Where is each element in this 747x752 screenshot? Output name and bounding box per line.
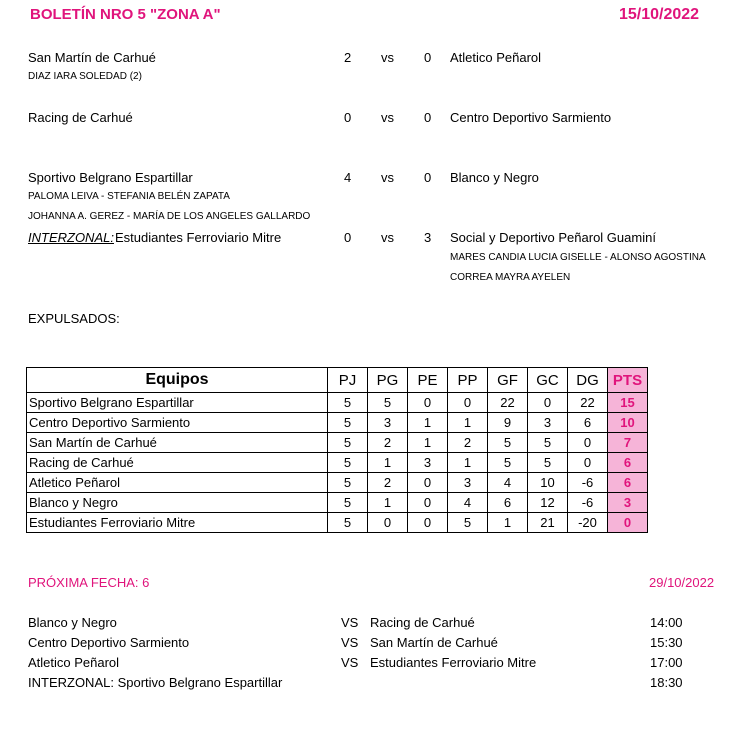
cell-pp: 3: [448, 473, 488, 493]
home-score: 0: [344, 110, 352, 125]
cell-gc: 5: [528, 433, 568, 453]
table-row: [27, 453, 648, 473]
col-header-pp: PP: [448, 368, 488, 393]
cell-pg: 5: [368, 393, 408, 413]
away-score: 0: [424, 50, 432, 65]
home-score: 2: [344, 50, 352, 65]
team-name: Atletico Peñarol: [27, 473, 328, 493]
cell-gf: 9: [488, 413, 528, 433]
cell-pe: 1: [408, 433, 448, 453]
cell-pe: 0: [408, 513, 448, 533]
home-team: Estudiantes Ferroviario Mitre: [115, 230, 282, 245]
cell-pg: 2: [368, 473, 408, 493]
scorer-line: PALOMA LEIVA - STEFANIA BELÉN ZAPATA: [28, 191, 230, 202]
table-row: [27, 493, 648, 513]
cell-pts: 0: [608, 513, 648, 533]
cell-pg: 1: [368, 493, 408, 513]
vs-label: vs: [381, 110, 394, 125]
team-name: San Martín de Carhué: [27, 433, 328, 453]
cell-pe: 0: [408, 393, 448, 413]
vs-label: vs: [381, 50, 394, 65]
away-score: 0: [424, 110, 432, 125]
home-team: Racing de Carhué: [28, 110, 133, 125]
cell-pj: 5: [328, 513, 368, 533]
cell-gc: 3: [528, 413, 568, 433]
cell-pe: 3: [408, 453, 448, 473]
bulletin-title: BOLETÍN NRO 5 "ZONA A": [30, 6, 221, 23]
away-team: Centro Deportivo Sarmiento: [450, 110, 612, 125]
cell-pj: 5: [328, 453, 368, 473]
cell-dg: -20: [568, 513, 608, 533]
col-header-equipos: Equipos: [27, 368, 328, 393]
scorer-line: MARES CANDIA LUCIA GISELLE - ALONSO AGOSTINA: [450, 252, 706, 263]
cell-gc: 12: [528, 493, 568, 513]
fixture-time: 18:30: [650, 675, 683, 690]
vs-label: vs: [381, 230, 394, 245]
cell-pp: 2: [448, 433, 488, 453]
cell-pj: 5: [328, 473, 368, 493]
cell-dg: 0: [568, 453, 608, 473]
team-name: Centro Deportivo Sarmiento: [27, 413, 328, 433]
cell-pp: 1: [448, 413, 488, 433]
cell-pg: 2: [368, 433, 408, 453]
col-header-gc: GC: [528, 368, 568, 393]
cell-gf: 5: [488, 433, 528, 453]
away-score: 0: [424, 170, 432, 185]
cell-pts: 6: [608, 453, 648, 473]
cell-pe: 0: [408, 473, 448, 493]
col-header-pe: PE: [408, 368, 448, 393]
cell-pts: 15: [608, 393, 648, 413]
table-row: [27, 393, 648, 413]
cell-gc: 0: [528, 393, 568, 413]
scorer-line: CORREA MAYRA AYELEN: [450, 272, 571, 283]
table-row: [27, 413, 648, 433]
cell-gc: 10: [528, 473, 568, 493]
cell-dg: -6: [568, 493, 608, 513]
fixture-home: Centro Deportivo Sarmiento: [28, 635, 190, 650]
vs-label: vs: [381, 170, 394, 185]
cell-gf: 5: [488, 453, 528, 473]
table-row: [27, 473, 648, 493]
home-team: Sportivo Belgrano Espartillar: [28, 170, 193, 185]
cell-gf: 6: [488, 493, 528, 513]
fixture-time: 14:00: [650, 615, 683, 630]
cell-dg: 6: [568, 413, 608, 433]
fixture-away: Estudiantes Ferroviario Mitre: [370, 655, 537, 670]
cell-dg: 0: [568, 433, 608, 453]
away-team: Atletico Peñarol: [450, 50, 542, 65]
interzonal-label: INTERZONAL:: [28, 230, 114, 245]
team-name: Racing de Carhué: [27, 453, 328, 473]
col-header-dg: DG: [568, 368, 608, 393]
fixture-time: 17:00: [650, 655, 683, 670]
fixture-home: Blanco y Negro: [28, 615, 117, 630]
cell-pts: 3: [608, 493, 648, 513]
cell-dg: 22: [568, 393, 608, 413]
expulsados-label: EXPULSADOS:: [28, 311, 120, 326]
table-header-row: [27, 368, 648, 393]
cell-dg: -6: [568, 473, 608, 493]
cell-pg: 1: [368, 453, 408, 473]
cell-pe: 1: [408, 413, 448, 433]
home-score: 0: [344, 230, 352, 245]
scorer-line: JOHANNA A. GEREZ - MARÍA DE LOS ANGELES GALLARDO: [28, 211, 311, 222]
scorer-line: DIAZ IARA SOLEDAD (2): [28, 71, 142, 82]
home-team: San Martín de Carhué: [28, 50, 156, 65]
cell-gf: 22: [488, 393, 528, 413]
away-team: Blanco y Negro: [450, 170, 539, 185]
team-name: Estudiantes Ferroviario Mitre: [27, 513, 328, 533]
cell-gc: 21: [528, 513, 568, 533]
team-name: Sportivo Belgrano Espartillar: [27, 393, 328, 413]
fixture-away: Racing de Carhué: [370, 615, 475, 630]
cell-pts: 7: [608, 433, 648, 453]
cell-pts: 10: [608, 413, 648, 433]
fixture-away: San Martín de Carhué: [370, 635, 498, 650]
col-header-pts: PTS: [608, 368, 648, 393]
col-header-pj: PJ: [328, 368, 368, 393]
cell-pj: 5: [328, 413, 368, 433]
fixture-time: 15:30: [650, 635, 683, 650]
fixture-vs: VS: [341, 655, 359, 670]
col-header-gf: GF: [488, 368, 528, 393]
col-header-pg: PG: [368, 368, 408, 393]
cell-pj: 5: [328, 493, 368, 513]
next-round-date: 29/10/2022: [649, 575, 715, 590]
away-team: Social y Deportivo Peñarol Guaminí: [450, 230, 656, 245]
fixture-vs: VS: [341, 635, 359, 650]
home-score: 4: [344, 170, 352, 185]
cell-pp: 0: [448, 393, 488, 413]
cell-pe: 0: [408, 493, 448, 513]
cell-pp: 5: [448, 513, 488, 533]
cell-pp: 4: [448, 493, 488, 513]
next-round-label: PRÓXIMA FECHA: 6: [28, 575, 150, 590]
cell-gc: 5: [528, 453, 568, 473]
cell-pts: 6: [608, 473, 648, 493]
table-row: [27, 513, 648, 533]
cell-pj: 5: [328, 393, 368, 413]
standings-table: [26, 367, 648, 533]
fixture-home: Atletico Peñarol: [28, 655, 120, 670]
team-name: Blanco y Negro: [27, 493, 328, 513]
cell-gf: 4: [488, 473, 528, 493]
cell-pp: 1: [448, 453, 488, 473]
cell-pg: 3: [368, 413, 408, 433]
fixture-vs: VS: [341, 615, 359, 630]
cell-gf: 1: [488, 513, 528, 533]
bulletin-date: 15/10/2022: [619, 6, 700, 23]
away-score: 3: [424, 230, 432, 245]
cell-pj: 5: [328, 433, 368, 453]
fixture-home: INTERZONAL: Sportivo Belgrano Espartillar: [28, 675, 283, 690]
cell-pg: 0: [368, 513, 408, 533]
table-row: [27, 433, 648, 453]
